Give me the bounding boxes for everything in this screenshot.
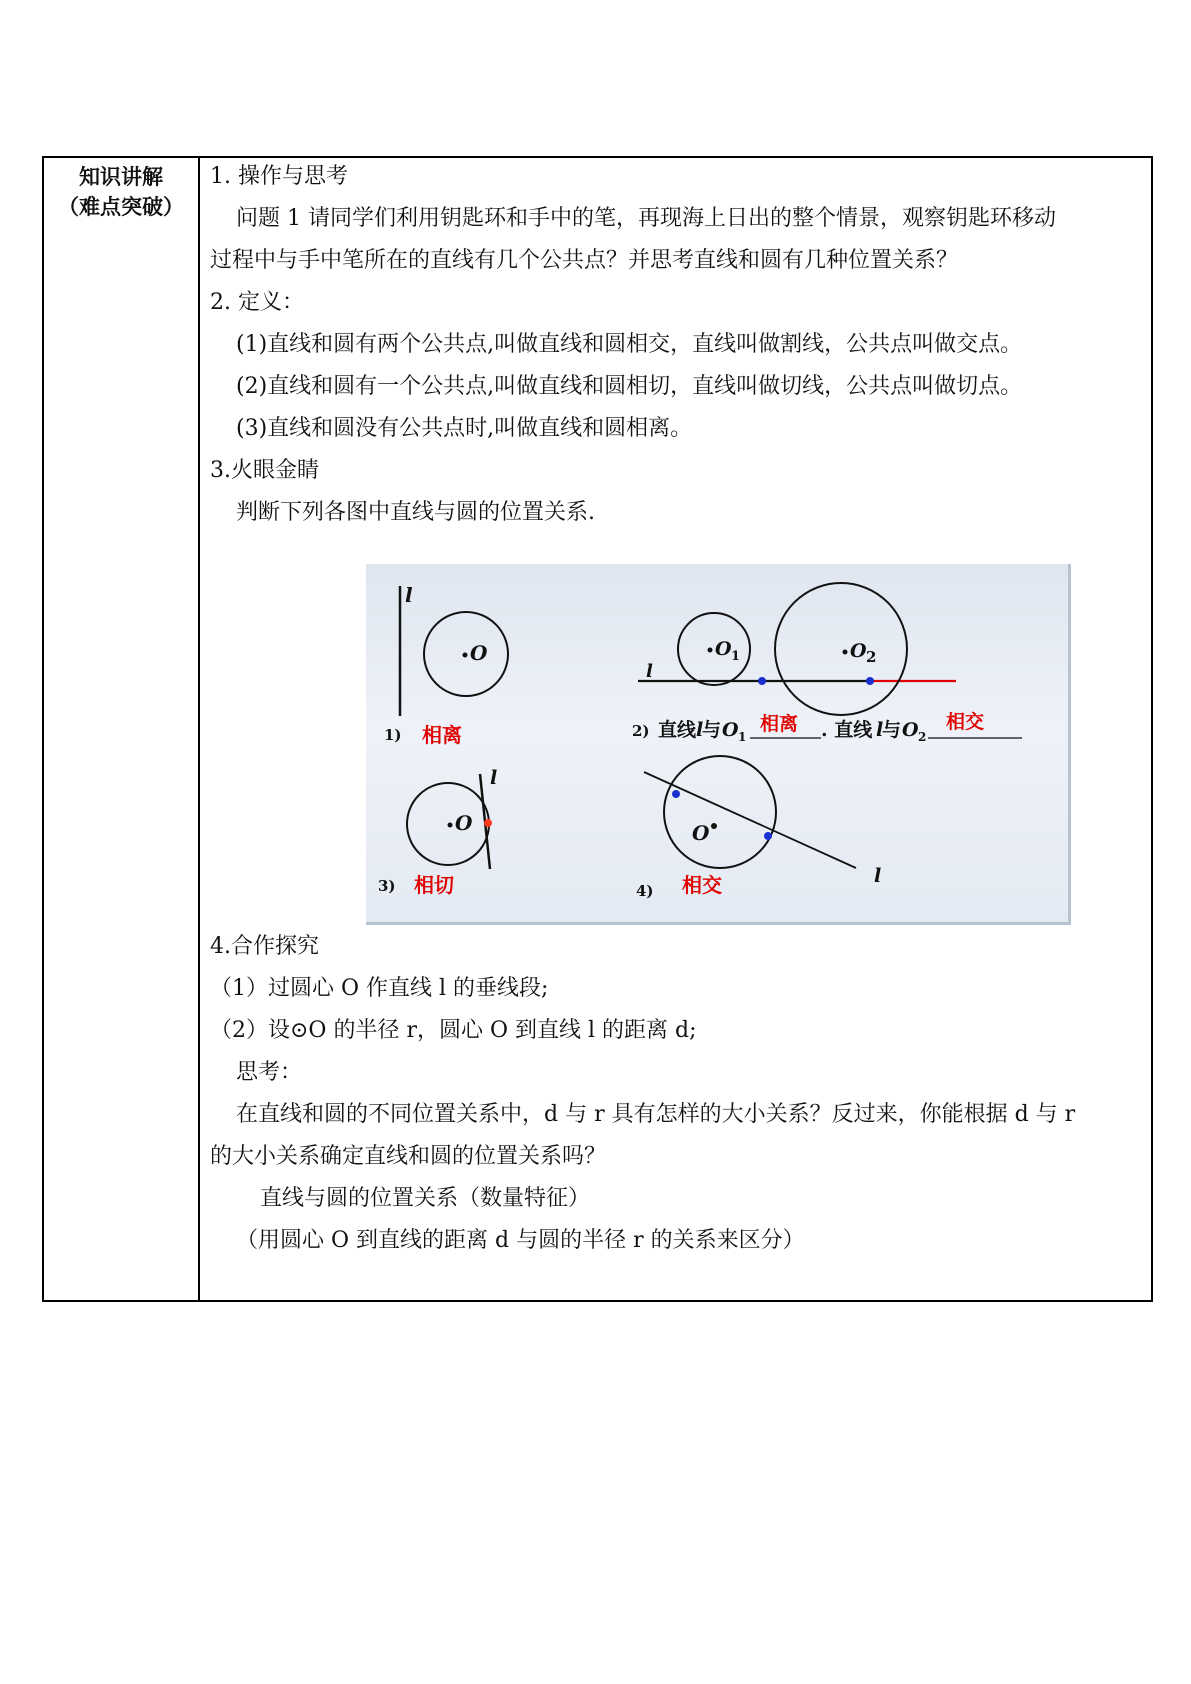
fig2-circle-1-label: O (715, 638, 732, 660)
fig3-line-label: l (490, 767, 498, 789)
think-line-2: 的大小关系确定直线和圆的位置关系吗？ (210, 1144, 607, 1169)
definition-2: (2)直线和圆有一个公共点,叫做直线和圆相切，直线叫做切线，公共点叫做切点。 (236, 374, 1023, 399)
fig3-group (378, 767, 497, 897)
fig1-center-point (463, 653, 468, 658)
fig2-circle-2 (775, 583, 907, 715)
quantitative-feature-title: 直线与圆的位置关系（数量特征） (260, 1186, 591, 1211)
fig1-line-label: l (405, 583, 413, 607)
fig2-circle-2-label: O (850, 640, 867, 662)
fig2-circle-1-sub: 1 (731, 649, 741, 664)
fig4-group (636, 756, 881, 900)
question-1-line-a: 问题 1 请同学们利用钥匙环和手中的笔，再现海上日出的整个情景，观察钥匙环移动 (236, 206, 1056, 231)
fig1-number: 1) (384, 726, 402, 744)
section-subtitle: （难点突破） (58, 195, 184, 219)
section-title: 知识讲解 (79, 165, 163, 189)
think-line-1: 在直线和圆的不同位置关系中，d 与 r 具有怎样的大小关系？反过来，你能根据 d 与 r (236, 1102, 1076, 1127)
heading-operation-thinking: 1. 操作与思考 (210, 164, 348, 189)
fig2-circle-2-sub: 2 (866, 648, 877, 666)
fig4-number: 4) (636, 882, 654, 900)
fig4-line (644, 772, 856, 868)
inquiry-step-2: （2）设⊙O 的半径 r，圆心 O 到直线 l 的距离 d; (210, 1018, 697, 1043)
heading-sharp-eyes: 3.火眼金睛 (210, 458, 319, 483)
fig4-answer: 相交 (682, 873, 722, 897)
fig4-center-label: O (692, 821, 710, 845)
heading-definition: 2. 定义： (210, 290, 304, 315)
section-label-cell (44, 158, 200, 1300)
section-content-cell (200, 158, 1151, 1300)
definition-1: (1)直线和圆有两个公共点,叫做直线和圆相交，直线叫做割线，公共点叫做交点。 (236, 332, 1023, 357)
judge-instruction: 判断下列各图中直线与圆的位置关系. (236, 500, 595, 525)
fig2-text-o2-sub: 2 (918, 730, 927, 744)
position-relation-figure (366, 564, 1071, 925)
fig4-circle (664, 756, 776, 868)
fig2-text-l2: l (876, 719, 884, 741)
fig2-line-label: l (646, 661, 653, 682)
fig3-center-label: O (455, 811, 473, 835)
fig2-text-sep: . 直线 (821, 719, 873, 741)
fig2-circle-2-center (843, 650, 848, 655)
fig2-text-l: l (696, 719, 704, 741)
fig2-text-o2: O (902, 719, 919, 741)
definition-3: (3)直线和圆没有公共点时,叫做直线和圆相离。 (236, 416, 693, 441)
fig2-answer-2: 相交 (946, 711, 985, 733)
fig2-text-b2: 与 (882, 719, 902, 741)
fig4-point-a (672, 790, 680, 798)
fig4-center-point (711, 823, 717, 829)
fig2-group (632, 583, 1022, 744)
fig2-circle-1-center (708, 648, 713, 653)
inquiry-step-1: （1）过圆心 O 作直线 l 的垂线段; (210, 976, 549, 1001)
figure-svg (366, 564, 1068, 922)
fig2-point-a (758, 677, 766, 685)
fig4-point-b (764, 832, 772, 840)
content-table (42, 156, 1153, 1302)
fig2-point-b (866, 677, 874, 685)
question-1-line-b: 过程中与手中笔所在的直线有几个公共点？并思考直线和圆有几种位置关系？ (210, 248, 959, 273)
fig2-text-o1: O (722, 719, 739, 741)
fig2-text-o1-sub: 1 (738, 730, 747, 744)
fig1-group (384, 583, 508, 747)
think-label: 思考： (236, 1060, 303, 1085)
fig2-answer-1: 相离 (760, 713, 799, 735)
fig1-answer: 相离 (422, 723, 462, 747)
fig2-text-b: 与 (702, 719, 722, 741)
fig3-number: 3) (378, 877, 396, 895)
fig2-text-a: 直线 (658, 719, 697, 741)
fig3-tangent-point (484, 819, 492, 827)
fig2-number: 2) (632, 722, 650, 740)
fig3-answer: 相切 (414, 873, 454, 897)
quantitative-feature-note: （用圆心 O 到直线的距离 d 与圆的半径 r 的关系来区分） (236, 1228, 805, 1253)
fig4-line-label: l (874, 865, 882, 887)
fig1-center-label: O (470, 641, 488, 665)
heading-cooperative-inquiry: 4.合作探究 (210, 934, 319, 959)
fig3-center-point (448, 823, 453, 828)
